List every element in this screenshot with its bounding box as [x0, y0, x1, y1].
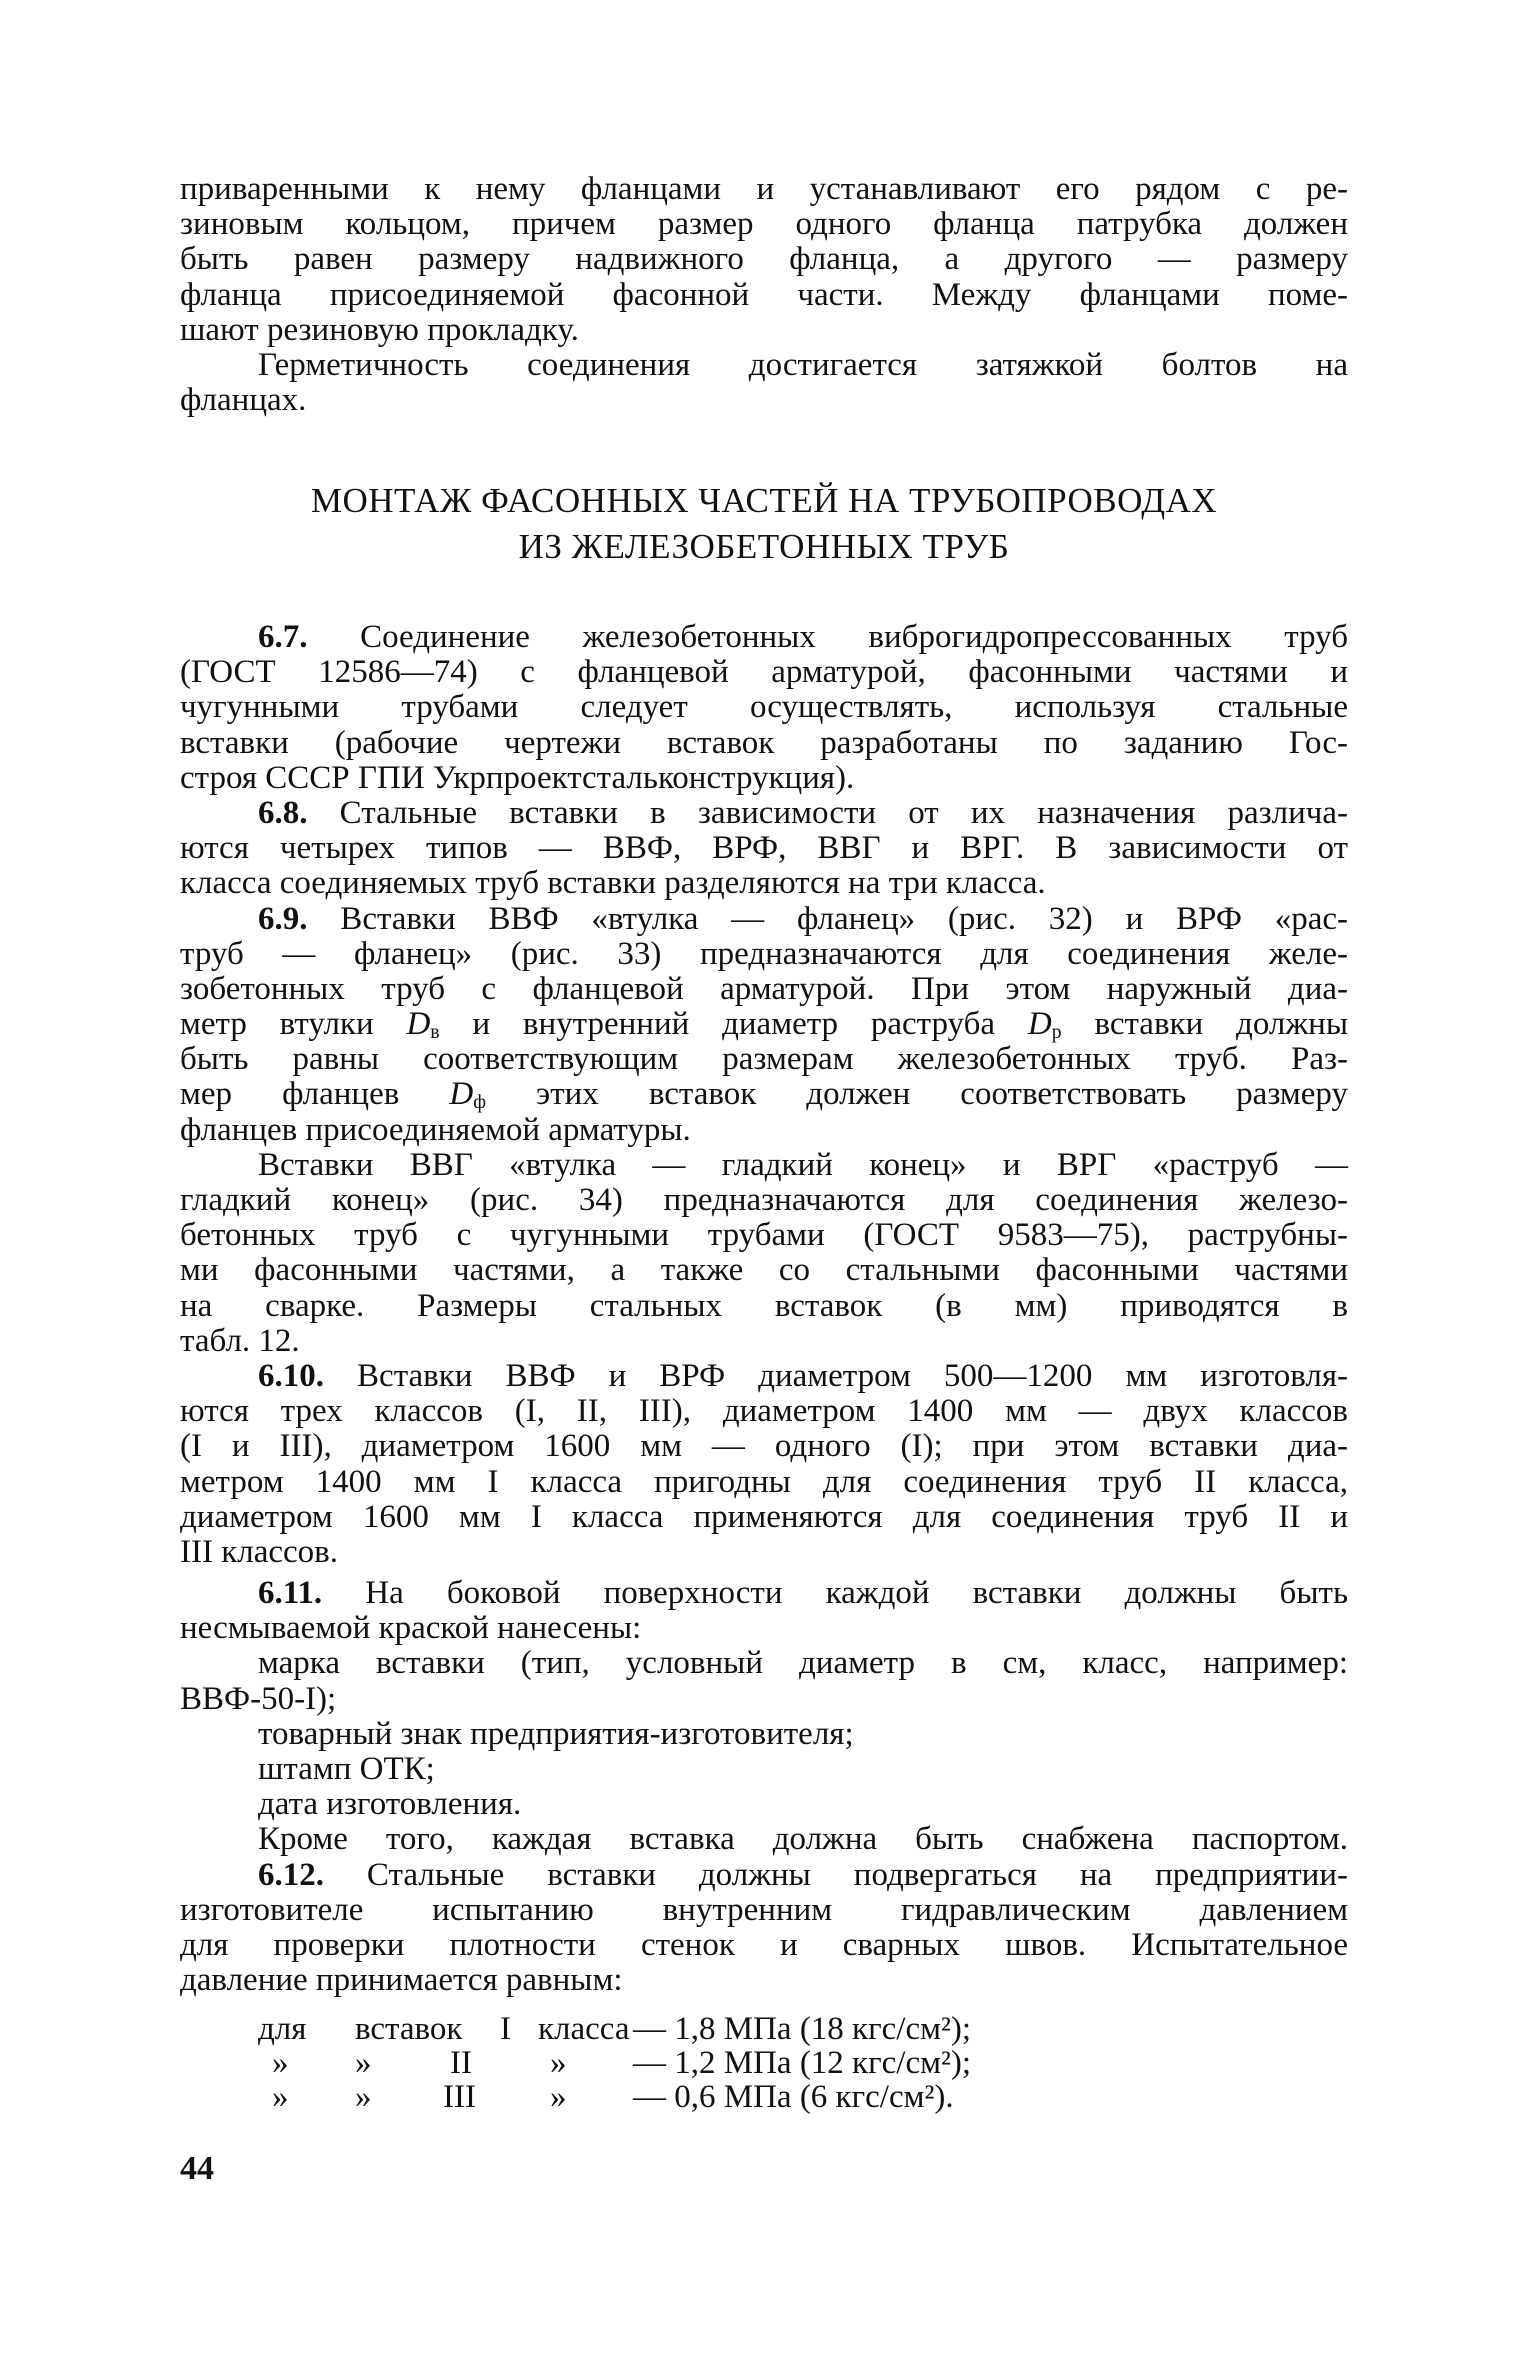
- clause-number: 6.10.: [258, 1357, 324, 1394]
- text-run: мер фланцев: [180, 1076, 450, 1113]
- text-run: Вставки ВВФ «втулка — фланец» (рис. 32) и ВРФ «рас-: [307, 900, 1348, 937]
- text-line: [180, 620, 1348, 655]
- text-line: [180, 1359, 1348, 1394]
- text-run: ми фасонными частями, а также со стальными фасонными частями: [180, 1252, 1348, 1289]
- text-run: гладкий конец» (рис. 34) предназначаются для соединения железо-: [180, 1182, 1348, 1218]
- text-run: давление принимается равным:: [180, 1962, 623, 1999]
- text-line: [180, 1717, 1348, 1752]
- text-run: ВВФ-50-I);: [180, 1680, 337, 1717]
- col-c: »: [550, 2079, 567, 2115]
- text-run: на сварке. Размеры стальных вставок (в мм) приводятся в: [180, 1287, 1348, 1324]
- text-line: [180, 1218, 1348, 1253]
- col-a: для: [258, 2011, 307, 2047]
- clause-number: 6.12.: [258, 1856, 324, 1893]
- clause-number: 6.11.: [258, 1575, 323, 1611]
- text-line: [180, 937, 1348, 972]
- paragraph: [180, 1646, 1348, 1716]
- text-line: [180, 1928, 1348, 1963]
- text-line: [180, 1963, 1348, 1998]
- text-run: диаметром 1600 мм I класса применяются для соединения труб II и: [180, 1498, 1348, 1535]
- paragraph: [180, 1359, 1348, 1570]
- text-line: [180, 207, 1348, 242]
- heading-line-2: ИЗ ЖЕЛЕЗОБЕТОННЫХ ТРУБ: [518, 527, 1010, 566]
- text-line: [180, 866, 1348, 901]
- text-line: [180, 972, 1348, 1007]
- text-run: быть равен размеру надвижного фланца, а другого — размеру: [180, 241, 1348, 278]
- text-run: марка вставки (тип, условный диаметр в см, класс, например:: [258, 1645, 1348, 1682]
- text-line: [180, 1611, 1348, 1646]
- paragraph: [180, 1752, 1348, 1787]
- text-line: [180, 1324, 1348, 1359]
- text-line: [180, 1646, 1348, 1681]
- col-b: »: [355, 2079, 372, 2115]
- text-line: [180, 1682, 1348, 1717]
- paragraph: [180, 1858, 1348, 1999]
- text-line: [180, 1183, 1348, 1218]
- text-run: Стальные вставки должны подвергаться на предприятии-: [324, 1856, 1348, 1893]
- subscript: ф: [473, 1091, 487, 1114]
- text-run: фланцах.: [180, 382, 307, 419]
- text-line: [180, 1787, 1348, 1822]
- text-run: вставки должны: [1061, 1006, 1348, 1043]
- text-run: Кроме того, каждая вставка должна быть снабжена паспортом.: [258, 1821, 1348, 1858]
- col-b: »: [355, 2045, 372, 2081]
- text-run: зиновым кольцом, причем размер одного фланца патрубка должен: [180, 206, 1348, 243]
- symbol: D: [449, 1076, 474, 1113]
- text-run: метром 1400 мм I класса пригодны для соединения труб II класса,: [180, 1463, 1348, 1500]
- paragraph: [180, 796, 1348, 902]
- paragraph: [180, 620, 1348, 796]
- text-line: [180, 796, 1348, 831]
- text-run: Стальные вставки в зависимости от их назначения различа-: [307, 794, 1348, 831]
- paragraph: [180, 172, 1348, 348]
- text-line: [180, 172, 1348, 207]
- text-line: [180, 726, 1348, 761]
- text-line: [180, 1253, 1348, 1288]
- text-run: класса соединяемых труб вставки разделяются на три класса.: [180, 865, 1046, 902]
- text-line: [180, 1042, 1348, 1077]
- col-a: »: [272, 2079, 289, 2115]
- paragraph: [180, 902, 1348, 1148]
- text-run: ются четырех типов — ВВФ, ВРФ, ВВГ и ВРГ. В зависимости от: [180, 830, 1348, 867]
- text-run: товарный знак предприятия-изготовителя;: [258, 1715, 854, 1752]
- pressure-row: [258, 2080, 1158, 2114]
- subscript: р: [1051, 1021, 1062, 1044]
- text-run: (I и III), диаметром 1600 мм — одного (I); при этом вставки диа-: [180, 1428, 1348, 1465]
- paragraph: [180, 1717, 1348, 1752]
- text-run: этих вставок должен соответствовать размеру: [486, 1076, 1348, 1113]
- text-line: [180, 1429, 1348, 1464]
- pressure-value: — 0,6 МПа (6 кгс/см²).: [633, 2079, 954, 2115]
- col-c: класса: [538, 2011, 630, 2047]
- subscript: в: [430, 1021, 440, 1044]
- text-line: [180, 1465, 1348, 1500]
- text-line: [180, 313, 1348, 348]
- text-line: [180, 761, 1348, 796]
- text-run: штамп ОТК;: [258, 1750, 435, 1787]
- text-line: [180, 1893, 1348, 1928]
- col-c: »: [550, 2045, 567, 2081]
- text-run: изготовителе испытанию внутренним гидравлическим давлением: [180, 1891, 1348, 1928]
- class-value: I: [500, 2011, 511, 2047]
- text-run: шают резиновую прокладку.: [180, 311, 579, 348]
- text-line: [180, 348, 1348, 383]
- text-line: [180, 1007, 1348, 1042]
- symbol: D: [1027, 1006, 1052, 1043]
- clause-number: 6.7.: [258, 619, 308, 655]
- text-run: метр втулки: [180, 1006, 407, 1043]
- text-run: зобетонных труб с фланцевой арматурой. При этом наружный диа-: [180, 970, 1348, 1007]
- text-line: [180, 383, 1348, 418]
- text-run: Вставки ВВГ «втулка — гладкий конец» и ВРГ «раструб —: [258, 1146, 1348, 1183]
- pressure-list: [258, 2012, 1158, 2114]
- text-run: вставки (рабочие чертежи вставок разработаны по заданию Гос-: [180, 724, 1348, 761]
- page-number: 44: [180, 2150, 214, 2187]
- section-heading: [180, 478, 1348, 570]
- text-run: дата изготовления.: [258, 1786, 522, 1823]
- text-line: [180, 278, 1348, 313]
- col-b: вставок: [355, 2011, 463, 2047]
- text-run: труб — фланец» (рис. 33) предназначаются для соединения желе-: [180, 935, 1348, 972]
- text-run: Герметичность соединения достигается затяжкой болтов на: [258, 346, 1348, 383]
- paragraph: [180, 1822, 1348, 1857]
- text-line: [180, 1394, 1348, 1429]
- sections-6-11-to-6-12: [180, 1576, 1348, 1998]
- text-run: ются трех классов (I, II, III), диаметром 1400 мм — двух классов: [180, 1393, 1348, 1430]
- class-value: II: [450, 2045, 472, 2081]
- heading-line-1: МОНТАЖ ФАСОННЫХ ЧАСТЕЙ НА ТРУБОПРОВОДАХ: [310, 481, 1218, 520]
- pressure-row: [258, 2012, 1158, 2046]
- pressure-value: — 1,2 МПа (12 кгс/см²);: [633, 2045, 972, 2081]
- text-line: [180, 1752, 1348, 1787]
- text-run: для проверки плотности стенок и сварных швов. Испытательное: [180, 1926, 1348, 1963]
- text-run: бетонных труб с чугунными трубами (ГОСТ 9583—75), раструбны-: [180, 1217, 1348, 1254]
- text-run: быть равны соответствующим размерам железобетонных труб. Раз-: [180, 1041, 1348, 1078]
- text-line: [180, 1576, 1348, 1611]
- text-line: [180, 1113, 1348, 1148]
- text-run: табл. 12.: [180, 1322, 300, 1359]
- text-line: [180, 690, 1348, 725]
- text-run: Вставки ВВФ и ВРФ диаметром 500—1200 мм изготовля-: [324, 1357, 1348, 1394]
- text-line: [180, 1535, 1348, 1570]
- intro-paragraphs: [180, 172, 1348, 418]
- text-run: чугунными трубами следует осуществлять, используя стальные: [180, 689, 1348, 726]
- text-run: и внутренний диаметр раструба: [439, 1006, 1028, 1043]
- class-value: III: [443, 2079, 476, 2115]
- text-line: [180, 1858, 1348, 1893]
- text-line: [180, 1077, 1348, 1112]
- paragraph: [180, 1787, 1348, 1822]
- text-run: фланца присоединяемой фасонной части. Между фланцами поме-: [180, 276, 1348, 313]
- text-line: [180, 1289, 1348, 1324]
- symbol: D: [406, 1006, 431, 1043]
- text-run: (ГОСТ 12586—74) с фланцевой арматурой, фасонными частями и: [180, 654, 1348, 691]
- text-line: [180, 1148, 1348, 1183]
- text-run: III классов.: [180, 1533, 338, 1570]
- text-line: [180, 831, 1348, 866]
- text-line: [180, 1500, 1348, 1535]
- text-run: фланцев присоединяемой арматуры.: [180, 1111, 691, 1148]
- col-a: »: [272, 2045, 289, 2081]
- pressure-value: — 1,8 МПа (18 кгс/см²);: [633, 2011, 972, 2047]
- text-line: [180, 1822, 1348, 1857]
- text-run: На боковой поверхности каждой вставки должны быть: [322, 1575, 1348, 1611]
- text-line: [180, 902, 1348, 937]
- paragraph: [180, 348, 1348, 418]
- paragraph: [180, 1576, 1348, 1646]
- clause-number: 6.8.: [258, 794, 308, 831]
- text-run: приваренными к нему фланцами и устанавливают его рядом с ре-: [180, 171, 1348, 207]
- clause-number: 6.9.: [258, 900, 308, 937]
- text-line: [180, 242, 1348, 277]
- text-line: [180, 655, 1348, 690]
- paragraph: [180, 1148, 1348, 1359]
- text-run: несмываемой краской нанесены:: [180, 1610, 642, 1647]
- pressure-row: [258, 2046, 1158, 2080]
- text-run: Соединение железобетонных виброгидропрессованных труб: [307, 619, 1348, 655]
- text-run: строя СССР ГПИ Укрпроектстальконструкция).: [180, 759, 855, 796]
- sections-6-7-to-6-10: [180, 620, 1348, 1570]
